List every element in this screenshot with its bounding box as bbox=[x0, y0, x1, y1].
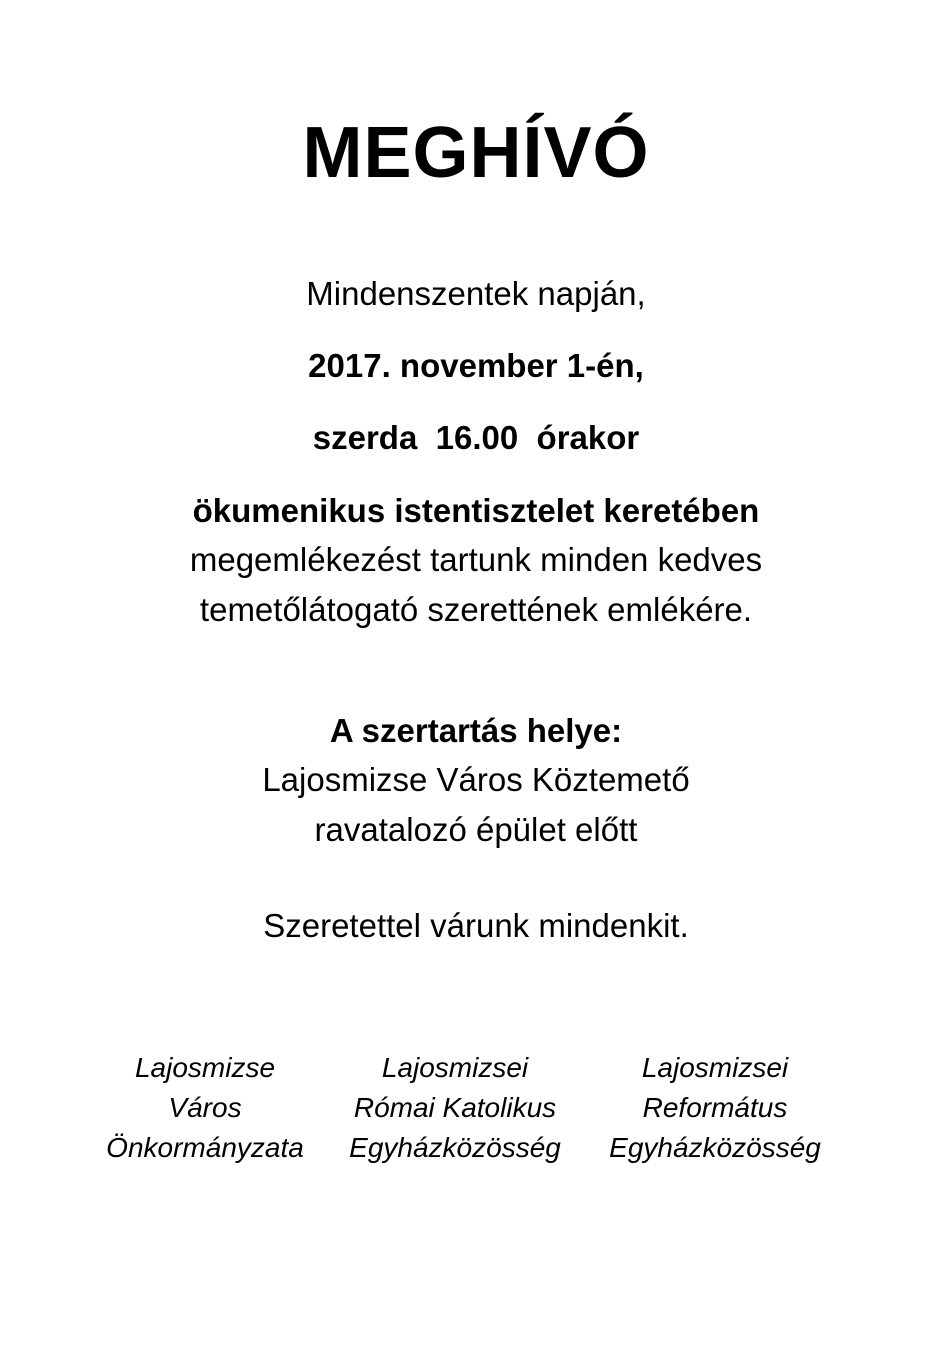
venue-line-2: ravatalozó épület előtt bbox=[314, 811, 638, 848]
service-line: ökumenikus istentisztelet keretében bbox=[192, 492, 760, 529]
venue-heading: A szertartás helye: bbox=[329, 712, 623, 749]
organizer-municipality bbox=[90, 1048, 320, 1168]
body-line-1: megemlékezést tartunk minden kedves bbox=[189, 541, 763, 578]
organizer-line: Római Katolikus bbox=[353, 1092, 557, 1123]
venue-line-1: Lajosmizse Város Köztemető bbox=[262, 761, 690, 798]
organizer-line: Város bbox=[168, 1092, 242, 1123]
occasion-line: Mindenszentek napján, bbox=[306, 275, 646, 312]
time-line: szerda 16.00 órakor bbox=[312, 419, 640, 456]
organizer-line: Lajosmizsei bbox=[381, 1052, 529, 1083]
closing-line: Szeretettel várunk mindenkit. bbox=[263, 907, 689, 944]
organizer-line: Egyházközösség bbox=[609, 1132, 821, 1163]
organizer-catholic-parish bbox=[335, 1048, 575, 1168]
organizer-line: Református bbox=[642, 1092, 788, 1123]
organizer-line: Lajosmizsei bbox=[641, 1052, 789, 1083]
organizer-reformed-parish bbox=[595, 1048, 835, 1168]
date-line: 2017. november 1-én, bbox=[308, 347, 644, 384]
organizer-line: Egyházközösség bbox=[349, 1132, 561, 1163]
organizer-line: Lajosmizse bbox=[134, 1052, 276, 1083]
body-line-2: temetőlátogató szerettének emlékére. bbox=[199, 591, 753, 628]
organizer-line: Önkormányzata bbox=[106, 1132, 304, 1163]
invitation-title: MEGHÍVÓ bbox=[302, 113, 650, 193]
